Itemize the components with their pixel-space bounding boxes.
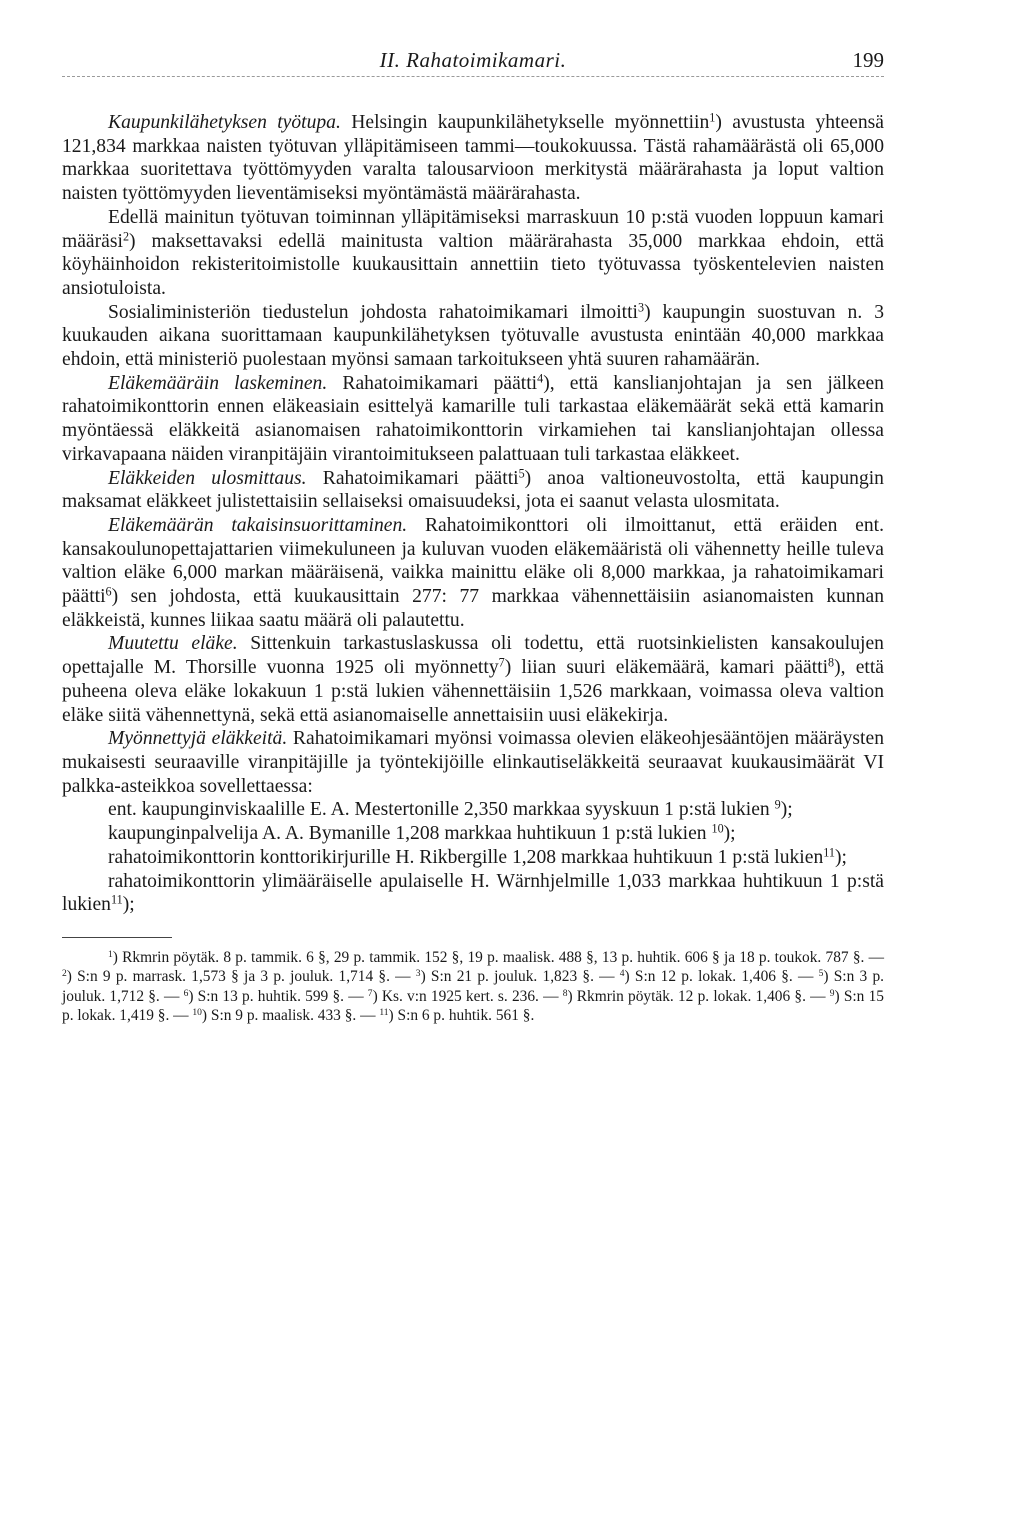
text-run: Edellä mainitun työtuvan toiminnan ylläpitämiseksi marraskuun 10 p:stä vuoden loppuun kamari määräsi	[62, 206, 884, 252]
footnote-ref: 3	[637, 299, 645, 314]
text-run: Sosialiministeriön tiedustelun johdosta rahatoimikamari ilmoitti	[108, 301, 638, 323]
footnote-ref: 11	[823, 845, 835, 860]
text-run: Sittenkuin tarkastuslaskussa oli todettu, että ruotsinkielisten kansakoulujen opettajalle M. Thorsille vuonna 1925 oli myönnetty	[62, 633, 884, 679]
footnote-text: ) S:n 21 p. jouluk. 1,823 §. —	[420, 968, 620, 986]
section-heading: Kaupunkilähetyksen työtupa.	[108, 112, 341, 133]
footnote-marker: 4	[619, 968, 625, 980]
footnote-ref: 10	[711, 821, 724, 836]
text-run: rahatoimikonttorin ylimääräiselle apulaiselle H. Wärnhjelmille 1,033 markkaa huhtikuun 1 p:stä lukien	[62, 870, 884, 916]
footnote-marker: 6	[183, 987, 189, 999]
footnote-text: ) S:n 12 p. lokak. 1,406 §. —	[624, 968, 819, 986]
section-heading: Eläkemäärän takaisinsuorittaminen.	[108, 514, 408, 536]
text-run: );	[122, 894, 135, 916]
footnote-marker: 3	[415, 968, 421, 980]
footnote-marker: 2	[62, 968, 67, 980]
footnote-text: ) S:n 9 p. maalisk. 433 §. —	[201, 1007, 380, 1025]
paragraph	[62, 301, 884, 372]
paragraph	[62, 727, 884, 798]
page-number: 199	[852, 48, 884, 72]
text-run: );	[780, 799, 793, 821]
section-heading: Eläkemääräin laskeminen.	[108, 372, 328, 394]
footnote-marker: 11	[379, 1007, 389, 1019]
text-run: );	[723, 823, 736, 845]
footnote-ref: 5	[518, 465, 525, 480]
document-page	[62, 42, 884, 1026]
footnote-ref: 8	[828, 655, 835, 670]
text-run: Rahatoimikamari myönsi voimassa olevien eläkeohjesääntöjen määräysten mukaisesti seuraaville viranpitäjille ja työntekijöille elinkautiseläkkeitä seuraavat kuukausimäärät VI palkka-asteikkoa sovellettaessa:	[62, 728, 884, 797]
footnote-text: ) Ks. v:n 1925 kert. s. 236. —	[372, 987, 563, 1005]
text-run: ) kaupungin suostuvan n. 3 kuukauden aikana suorittamaan kaupunkilähetyksen työtuvalle avustusta enintään 40,000 markkaa ehdoin, että ministeriö puolestaan myönsi samaan tarkoitukseen yhtä suuren rahamäärän.	[62, 301, 884, 371]
footnote-text: ) Rkmrin pöytäk. 12 p. lokak. 1,406 §. —	[567, 987, 830, 1005]
text-run: ) sen johdosta, että kuukausittain 277: 77 markkaa vähennettäisiin asianomaisten kunnan eläkkeistä, kunnes liikaa saatu määrä oli palautettu.	[62, 586, 884, 631]
paragraph	[62, 514, 884, 633]
footnote-divider	[62, 937, 172, 938]
running-title: II. Rahatoimikamari.	[379, 48, 567, 72]
footnote-ref: 4	[537, 371, 544, 386]
footnote-text: ) S:n 13 p. huhtik. 599 §. —	[188, 987, 368, 1005]
footnote-text: ) S:n 15 p. lokak. 1,419 §. —	[62, 987, 884, 1025]
text-run: ), että kanslianjohtajan ja sen jälkeen rahatoimikonttorin ennen eläkeasiain esittelyä kamarille tuli tarkastaa eläkemäärät sekä että kamarin myöntäessä eläkkeitä asianomaisen rahatoimikonttorin virkamiehen tai kanslianjohtajan ollessa virkavapaana näiden viranpitäjäin virantoimitukseen palattuaan tuli tarkastaa eläkkeet.	[62, 372, 884, 465]
footnote-marker: 5	[818, 968, 824, 980]
footnote-text: ) Rkmrin pöytäk. 8 p. tammik. 6 §, 29 p. tammik. 152 §, 19 p. maalisk. 488 §, 13 p. huhtik. 606 § ja 18 p. toukok. 787 §. —	[112, 948, 884, 966]
footnote-block	[62, 948, 884, 1026]
text-run: ) anoa valtioneuvostolta, että kaupungin maksamat eläkkeet julistettaisiin sellaiseksi omaisuudeksi, jota ei saanut velasta ulosmitata.	[62, 467, 884, 513]
text-run: Rahatoimikamari päätti	[327, 372, 538, 394]
footnote-marker: 8	[562, 987, 568, 999]
text-run: ), että puheena oleva eläke lokakuun 1 p:stä lukien vähennettäisiin 1,526 markkaan, voimassa oleva valtion eläke siitä vähennettynä, sekä että asianomaiselle annettaisiin uusi eläkekirja.	[62, 657, 884, 726]
text-run: ) maksettavaksi edellä mainitusta valtion määrärahasta 35,000 markkaa ehdoin, että köyhäinhoidon rekisteritoimistolle kuukausittain annettiin tieto työtuvassa työskentelevien naisten ansiotuloista.	[62, 230, 884, 299]
list-item	[62, 846, 884, 870]
text-run: rahatoimikonttorin konttorikirjurille H. Rikbergille 1,208 markkaa huhtikuun 1 p:stä lukien	[108, 846, 824, 868]
footnote-ref: 11	[110, 892, 123, 907]
footnote-text: ) S:n 9 p. marrask. 1,573 § ja 3 p. jouluk. 1,714 §. —	[66, 968, 416, 986]
list-item	[62, 798, 884, 822]
text-run: ent. kaupunginviskaalille E. A. Mestertonille 2,350 markkaa syyskuun 1 p:stä lukien	[108, 799, 775, 821]
paragraph	[62, 111, 884, 206]
text-run: Rahatoimikamari päätti	[306, 467, 519, 489]
text-run: kaupunginpalvelija A. A. Bymanille 1,208 markkaa huhtikuun 1 p:stä lukien	[108, 823, 712, 845]
text-run: ) liian suuri eläkemäärä, kamari päätti	[504, 657, 829, 679]
running-header	[62, 42, 884, 77]
footnote-marker: 9	[829, 987, 835, 999]
footnote-ref: 9	[774, 797, 781, 812]
section-heading: Muutettu eläke.	[108, 633, 238, 655]
paragraph	[62, 372, 884, 467]
paragraph	[62, 467, 884, 514]
footnote-marker: 1	[108, 948, 113, 960]
paragraph	[62, 206, 884, 301]
footnote-text: ) S:n 3 p. jouluk. 1,712 §. —	[62, 968, 884, 1005]
section-heading: Eläkkeiden ulosmittaus.	[108, 467, 307, 489]
footnote-marker: 10	[192, 1007, 202, 1019]
section-heading: Myönnettyjä eläkkeitä.	[108, 728, 288, 750]
footnote-ref: 7	[498, 655, 505, 670]
list-item	[62, 822, 884, 846]
footnote-text: ) S:n 6 p. huhtik. 561 §.	[388, 1007, 535, 1025]
footnote-ref: 1	[709, 110, 716, 125]
text-run: ) avustusta yhteensä 121,834 markkaa naisten työtuvan ylläpitämiseen tammi—toukokuussa. Tästä rahamäärästä oli 65,000 markkaa suoritettava työttömyyden varalta talousarvioon merkitystä määrärahasta ja loput valtion naisten työttömyyden lieventämiseksi myöntämästä määrärahasta.	[62, 112, 884, 205]
text-run: Helsingin kaupunkilähetykselle myönnettiin	[340, 112, 710, 133]
text-run: );	[834, 846, 847, 868]
paragraph	[62, 632, 884, 727]
footnote-ref: 2	[122, 228, 130, 243]
list-item	[62, 870, 884, 917]
body-text	[62, 111, 884, 917]
footnote-marker: 7	[367, 987, 373, 999]
text-run: Rahatoimikonttori oli ilmoittanut, että eräiden ent. kansakoulunopettajattarien viimekuluneen ja kuluvan vuoden eläkemääristä oli vähennetty heille tuleva valtion eläke 6,000 markan määräisenä, vaikka mainittu eläke oli 8,000 markkaa, ja rahatoimikamari päätti	[62, 514, 885, 608]
footnotes	[62, 948, 884, 1026]
footnote-ref: 6	[105, 584, 112, 599]
